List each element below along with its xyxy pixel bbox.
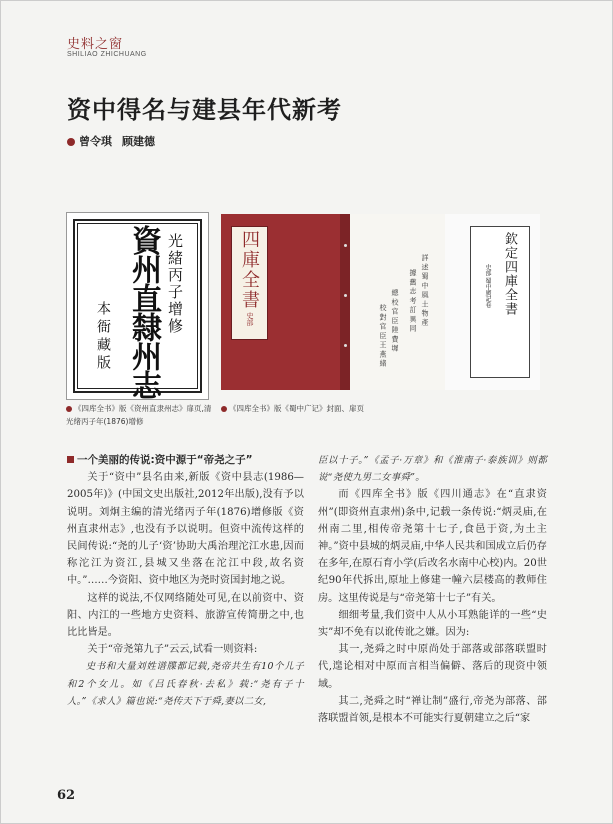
quote-continuation: 臣以十子。”《孟子·万章》和《淮南子·泰族训》则都说“尧使九男二女事舜”。 [318,455,547,484]
left-column [67,452,304,710]
figure1-col3: 本衙藏版 [95,301,111,373]
heading-square-icon [67,456,74,463]
paragraph: 细细考量,我们资中人从小耳熟能详的一些“史实”却不免有以讹传讹之嫌。因为: [318,609,547,639]
page-number: 62 [57,788,76,803]
quote-block: 史书和大量刘姓谱牒都记载,尧帝共生有10个儿子和2个女儿。如《吕氏春秋·去私》载:“尧有子十人。”《求人》篇也说:“尧传天下于舜,妻以二女, [67,661,304,707]
figure3-left-text-1: 詳 述 蜀 中 風 土 物 產 [421,254,429,326]
paragraph: 其二,尧舜之时“禅让制”盛行,帝尧为部落、部落联盟首领,是根本不可能实行夏朝建立之后“家 [318,695,547,725]
caption-bullet-icon [66,406,72,412]
caption-bullet-icon [221,406,227,412]
figure1-col2: 資州直隸州志 [126,225,161,399]
paragraph: 这样的说法,不仅网络随处可见,在以前资中、资阳、内江的一些地方史资料、旅游宣传简册之中,也比比皆是。 [67,592,304,639]
authors [67,133,165,149]
caption-right-text: 《四库全书》版《蜀中广记》封面、扉页 [229,404,364,413]
figure-open-book [350,214,540,390]
figure3-sub: 史部 蜀中廣記卷 [484,264,491,308]
paragraph: 其一,尧舜之时中原尚处于部落或部落联盟时代,遑论相对中原而言相当偏僻、落后的现资中领域。 [318,644,547,690]
section-subtitle: SHILIAO ZHICHUANG [67,51,147,58]
bullet-icon [67,138,75,146]
figure1-col1: 光緒丙子增修 [166,233,184,335]
figure-caption-right [221,402,401,415]
section-title: 史料之窗 [67,37,124,52]
caption-left-text: 《四库全书》版《资州直隶州志》扉页,清光绪丙子年(1876)增修 [66,404,212,426]
author-1: 曾令琪 [79,135,112,148]
figure-caption-left [66,402,216,428]
figure3-left-text-2: 據 舊 志 考 訂 異 同 [409,269,417,332]
right-column [318,452,547,727]
figure-red-cover [221,214,350,390]
paragraph: 关于“帝尧第九子”云云,试看一则资料: [87,644,258,656]
figure2-sub: 史部 [246,312,254,326]
author-2: 顾建德 [122,135,155,148]
section-heading [67,452,304,469]
paragraph: 而《四库全书》版《四川通志》在“直隶资州”(即资州直隶州)条中,记载一条传说:“炳灵庙,在州南二里,相传帝尧第十七子,食邑于资,为土主神。”资中县城的炳灵庙,中华人民共和国成立后仍存在多年,在原石育小学(后改名水南中心校)内。20世纪90年代拆出,原址上修建一幢六层楼高的教师住房。这里传说是与“帝尧第十七子”有关。 [318,489,547,604]
section-heading-text: 一个美丽的传说:资中源于“帝尧之子” [77,454,253,466]
figure3-cover: 欽定四庫全書 [502,232,517,316]
figure2-label: 四庫全書 [239,230,260,310]
paragraph: 关于“资中”县名由来,新版《资中县志(1986—2005年)》(中国文史出版社,2012年出版),没有予以说明。刘炯主编的清光绪丙子年(1876)增修版《资州直隶州志》,也没有予以说明。但资中流传这样的民间传说:“尧的儿子‘资’协助大禹治理沱江水患,因而称沱江为资江,县城又坐落在沱江中段,故名资中。”……今资阳、资中地区为尧时资国封地之说。 [67,472,304,587]
figure3-left-text-4: 校 對 官 臣 王 燕 緒 [379,304,387,367]
figure3-left-text-3: 總 校 官 臣 陸 費 墀 [391,289,399,352]
figure-title-page [66,212,209,400]
article-title: 资中得名与建县年代新考 [67,96,342,124]
